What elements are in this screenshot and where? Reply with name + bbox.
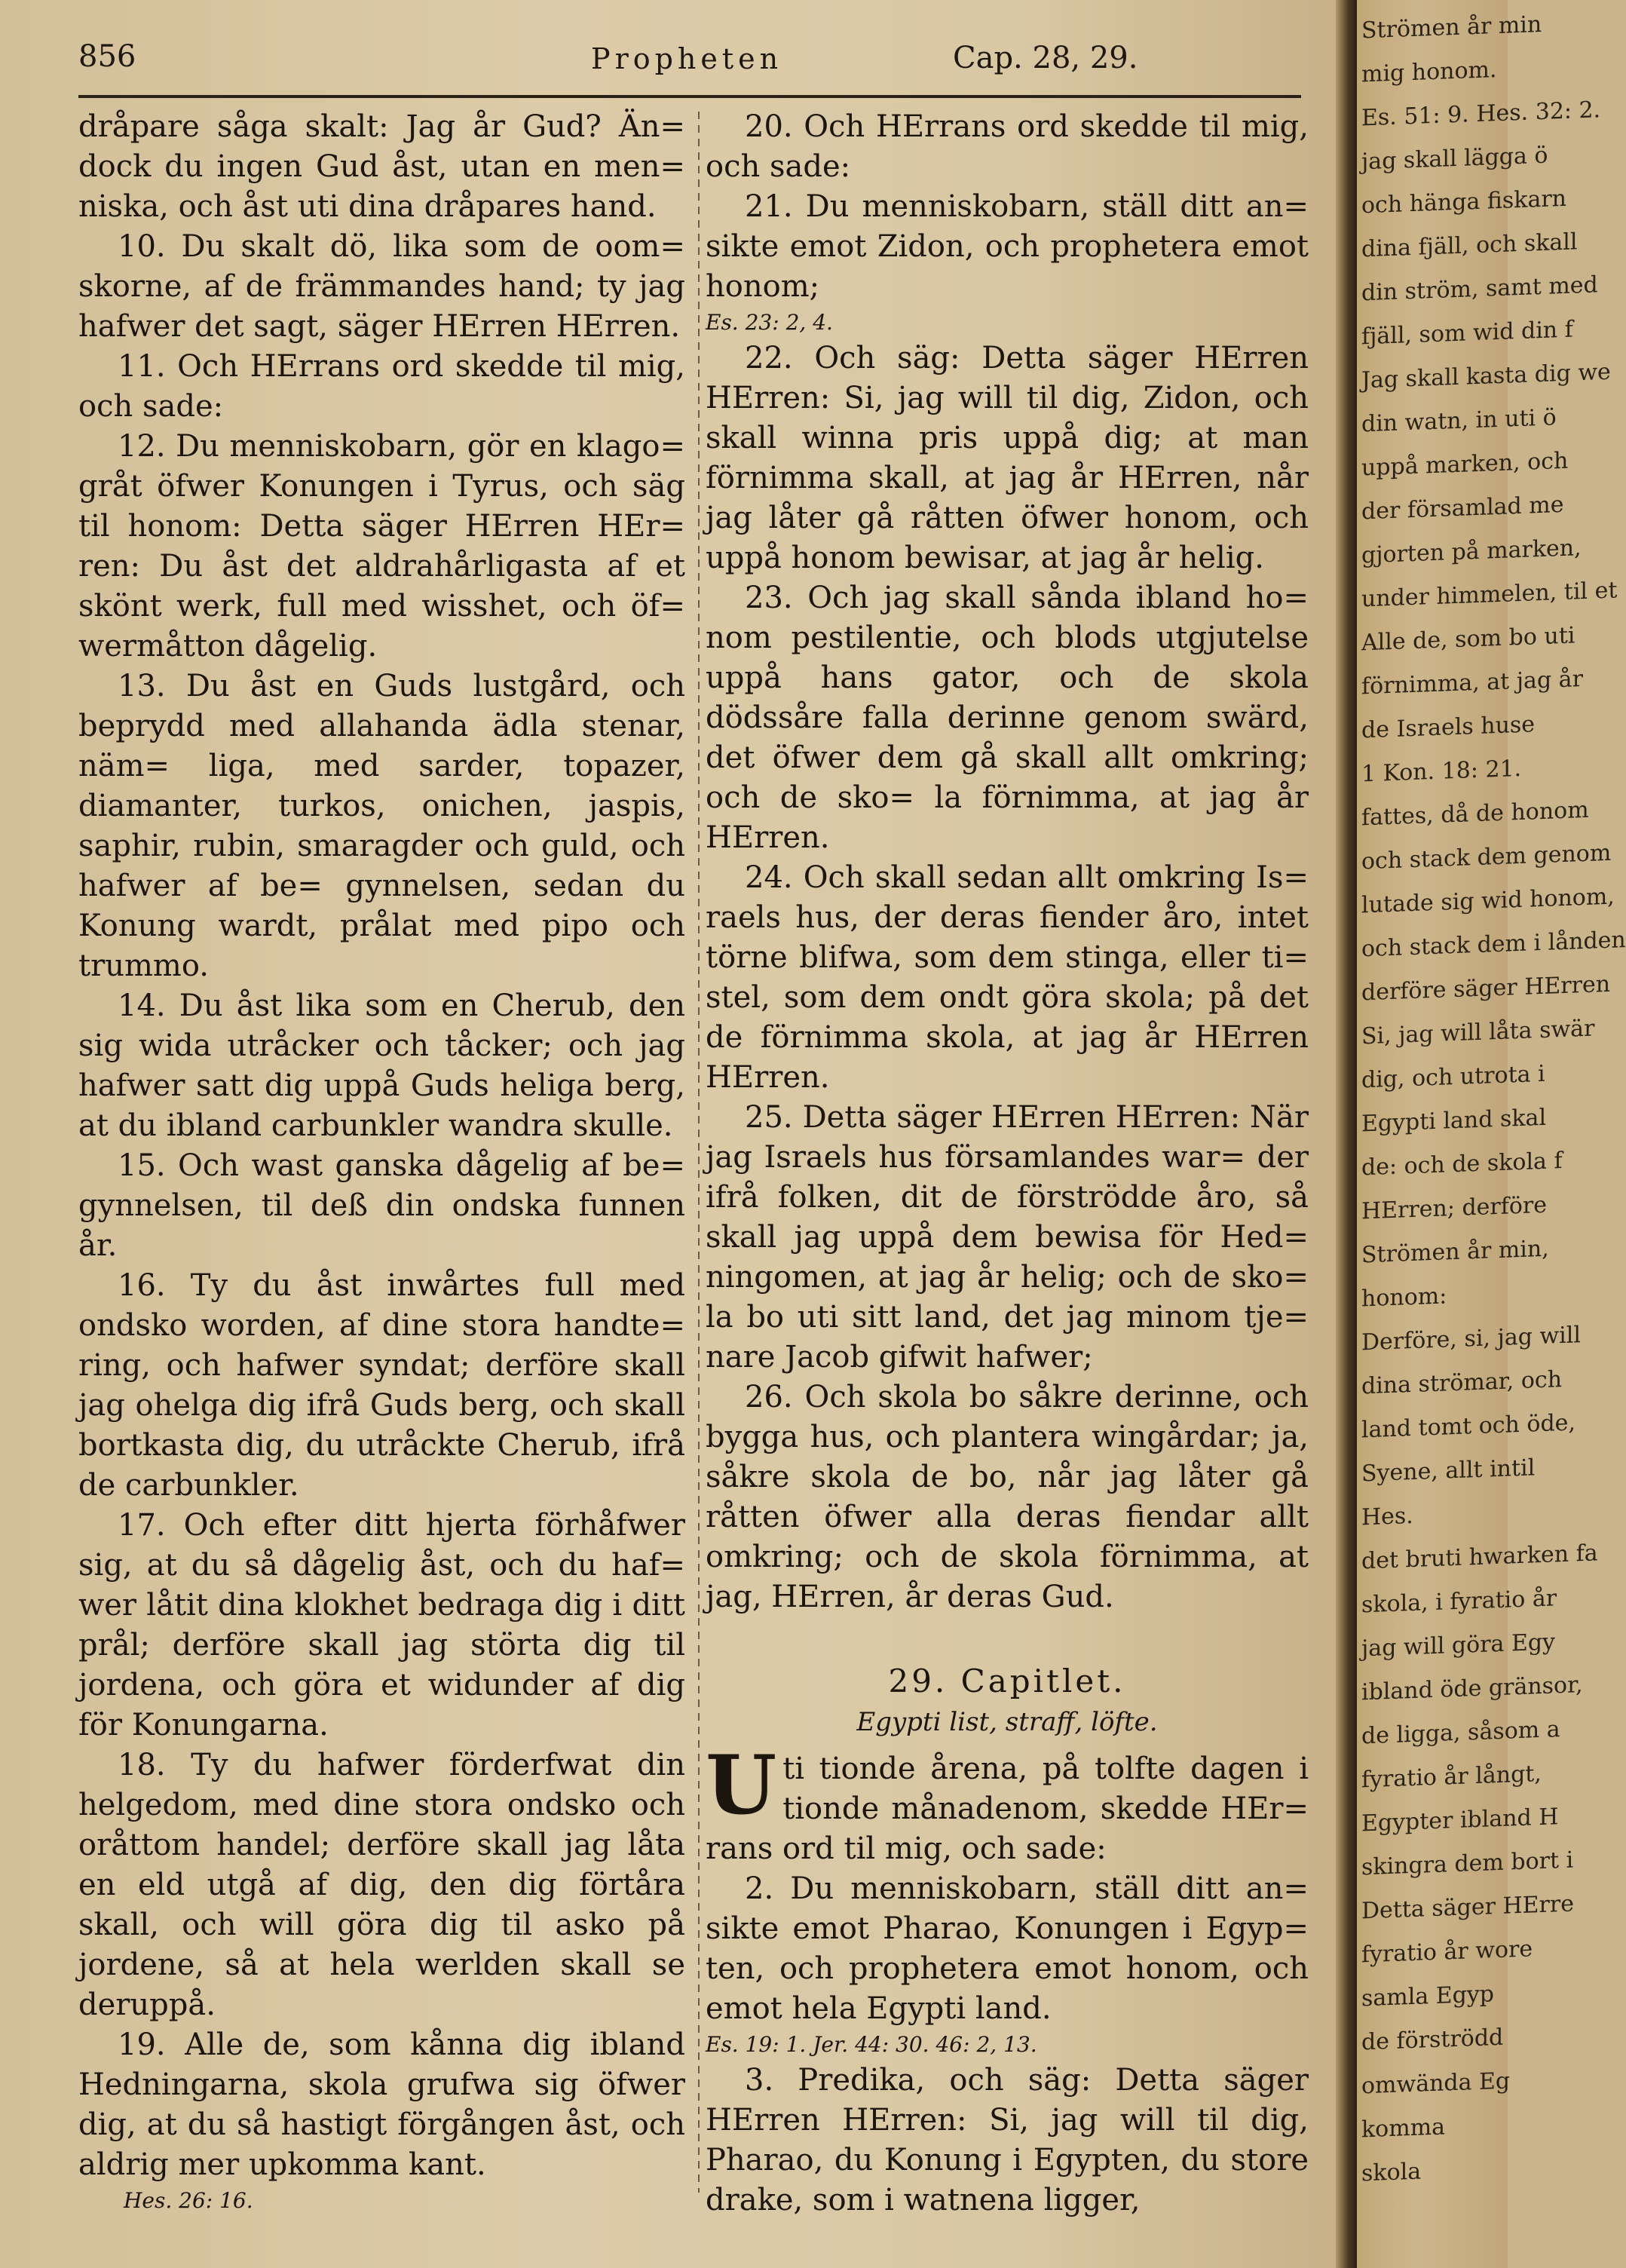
- next-page-line: Detta säger HErre: [1361, 1890, 1574, 1925]
- running-head: Propheten: [591, 42, 783, 75]
- next-page-line: samla Egyp: [1361, 1981, 1495, 2012]
- next-page-line: din watn, in uti ö: [1361, 404, 1557, 438]
- cross-reference: Es. 19: 1. Jer. 44: 30. 46: 2, 13.: [706, 2032, 1037, 2057]
- next-page-line: Si, jag will låta swär: [1361, 1015, 1595, 1050]
- next-page-line: Egypter ibland H: [1361, 1804, 1559, 1837]
- next-page-line: Egypti land skal: [1361, 1104, 1547, 1138]
- verse-paragraph: 26. Och skola bo såkre derinne, och bygga hus, och plantera wingårdar; ja, såkre skola de bo, når jag låter gå råtten öfwer alla deras fiendar allt omkring; och de skola förnimma, at jag, HErren, år deras Gud.: [706, 1380, 1309, 1614]
- next-page-line: mig honom.: [1361, 57, 1497, 88]
- next-page-line: de Israels huse: [1361, 711, 1536, 744]
- verse-paragraph: 11. Och HErrans ord skedde til mig, och sade:: [78, 349, 685, 424]
- column-divider: [698, 112, 700, 2193]
- next-page-line: skola, i fyratio år: [1361, 1585, 1557, 1619]
- cross-reference: Es. 23: 2, 4.: [706, 310, 833, 335]
- next-page-line: jag will göra Egy: [1361, 1629, 1556, 1663]
- right-column: [706, 107, 1309, 2220]
- next-page-line: omwända Eg: [1361, 2067, 1511, 2100]
- verse-paragraph: 22. Och säg: Detta säger HErren HErren: Si, jag will til dig, Zidon, och skall winna pris uppå dig; at man förnimma skall, at jag år HErren, når jag låter gå råtten öfwer honom, och uppå honom bewisar, at jag år helig.: [706, 341, 1309, 575]
- next-page-line: din ström, samt med: [1361, 271, 1598, 307]
- next-page-line: det bruti hwarken fa: [1361, 1540, 1598, 1575]
- verse-paragraph: 20. Och HErrans ord skedde til mig, och sade:: [706, 109, 1309, 184]
- page-number: 856: [78, 39, 136, 74]
- next-page-line: uppå marken, och: [1361, 447, 1569, 482]
- next-page-line: fyratio år långt,: [1361, 1760, 1542, 1794]
- drop-cap: U: [706, 1738, 777, 1833]
- next-page-line: honom:: [1361, 1283, 1447, 1313]
- verse-paragraph: 21. Du menniskobarn, ställ ditt an= sikte emot Zidon, och prophetera emot honom;: [706, 189, 1309, 304]
- verse-paragraph: 2. Du menniskobarn, ställ ditt an= sikte emot Pharao, Konungen i Egyp= ten, och prophetera emot honom, och emot hela Egypti land.: [706, 1871, 1309, 2026]
- next-page-line: Strömen år min: [1361, 11, 1542, 44]
- next-page-line: skola: [1361, 2158, 1422, 2187]
- page-header: [78, 39, 1301, 87]
- next-page-line: der församlad me: [1361, 491, 1564, 526]
- next-page-line: de ligga, såsom a: [1361, 1716, 1560, 1750]
- next-page-edge: [1357, 0, 1626, 2268]
- next-page-line: dig, och utrota i: [1361, 1060, 1545, 1094]
- next-page-line: Jag skall kasta dig we: [1361, 358, 1611, 394]
- next-page-line: fattes, då de honom: [1361, 796, 1589, 832]
- next-page-line: lutade sig wid honom,: [1361, 883, 1615, 919]
- chapter-verses: [706, 1869, 1309, 2220]
- chapter-opening-text: ti tionde årena, på tolfte dagen i tionde månadenom, skedde HEr= rans ord til mig, och sade:: [706, 1752, 1309, 1866]
- next-page-line: förnimma, at jag år: [1361, 666, 1583, 700]
- next-page-line: dina fjäll, och skall: [1361, 228, 1578, 263]
- next-page-line: och stack dem genom: [1361, 839, 1612, 875]
- next-page-line: och stack dem i lånden: [1361, 927, 1626, 963]
- chapter-opening: [706, 1738, 1309, 1869]
- chapter-reference: Cap. 28, 29.: [953, 41, 1138, 75]
- next-page-line: Hes.: [1361, 1502, 1413, 1531]
- verse-paragraph: 10. Du skalt dö, lika som de oom= skorne, af de främmandes hand; ty jag hafwer det sagt, säger HErren HErren.: [78, 229, 685, 344]
- next-page-line: de förströdd: [1361, 2024, 1504, 2056]
- next-page-line: Derföre, si, jag will: [1361, 1322, 1581, 1356]
- verse-paragraph: 14. Du åst lika som en Cherub, den sig wida utråcker och tåcker; och jag hafwer satt dig uppå Guds heliga berg, at du ibland carbunkler wandra skulle.: [78, 988, 685, 1143]
- next-page-line: land tomt och öde,: [1361, 1409, 1575, 1444]
- verse-paragraph: 13. Du åst en Guds lustgård, och beprydd med allahanda ädla stenar, näm= liga, med sarder, topazer, diamanter, turkos, onichen, jaspis, saphir, rubin, smaragder och guld, och hafwer af be= gynnelsen, sedan du Konung wardt, prålat med pipo och trummo.: [78, 669, 685, 983]
- verse-paragraph: 23. Och jag skall sånda ibland ho= nom pestilentie, och blods utgjutelse uppå hans gator, och de skola dödssåre falla derinne genom swärd, det öfwer dem gå skall allt omkring; och de sko= la förnimma, at jag år HErren.: [706, 581, 1309, 855]
- next-page-line: de: och de skola f: [1361, 1148, 1563, 1182]
- next-page-line: jag skall lägga ö: [1361, 142, 1548, 176]
- next-page-line: derföre säger HErren: [1361, 970, 1611, 1007]
- continued-paragraph: dråpare såga skalt: Jag år Gud? Än= dock du ingen Gud åst, utan en men= niska, och åst uti dina dråpares hand.: [78, 109, 685, 224]
- next-page-line: Strömen år min,: [1361, 1235, 1549, 1269]
- next-page-line: gjorten på marken,: [1361, 535, 1582, 569]
- next-page-line: ibland öde gränsor,: [1361, 1672, 1583, 1706]
- verse-paragraph: 19. Alle de, som kånna dig ibland Hedningarna, skola grufwa sig öfwer dig, at du så hastigt förgången åst, och aldrig mer upkomma kant.: [78, 2027, 685, 2182]
- chapter-title: 29. Capitlet.: [888, 1663, 1126, 1699]
- verse-paragraph: 25. Detta säger HErren HErren: När jag Israels hus församlandes war= der ifrå folken, dit de förströdde åro, så skall jag uppå dem bewisa för Hed= ningomen, at jag år helig; och de sko= la bo uti sitt land, det jag minom tje= nare Jacob gifwit hafwer;: [706, 1100, 1309, 1375]
- next-page-line: Alle de, som bo uti: [1361, 622, 1575, 657]
- next-page-line: Es. 51: 9. Hes. 32: 2.: [1361, 97, 1601, 132]
- next-page-line: 1 Kon. 18: 21.: [1361, 755, 1522, 788]
- next-page-line: fyratio år wore: [1361, 1935, 1533, 1969]
- next-page-line: under himmelen, til et: [1361, 577, 1618, 613]
- left-column: [78, 107, 685, 2217]
- verse-paragraph: 3. Predika, och säg: Detta säger HErren HErren: Si, jag will til dig, Pharao, du Konung i Egypten, du store drake, som i watnena ligger,: [706, 2063, 1309, 2217]
- next-page-line: skingra dem bort i: [1361, 1847, 1574, 1881]
- verse-paragraph: 15. Och wast ganska dågelig af be= gynnelsen, til deß din ondska funnen år.: [78, 1148, 685, 1263]
- verse-paragraph: 16. Ty du åst inwårtes full med ondsko worden, af dine stora handte= ring, och hafwer syndat; derföre skall jag ohelga dig ifrå Guds berg, och skall bortkasta dig, du utråckte Cherub, ifrå de carbunkler.: [78, 1268, 685, 1503]
- next-page-line: komma: [1361, 2113, 1446, 2144]
- verse-paragraph: 18. Ty du hafwer förderfwat din helgedom, med dine stora ondsko och oråttom handel; derföre skall jag låta en eld utgå af dig, den dig förtåra skall, och will göra dig til asko på jordene, så at hela werlden skall se deruppå.: [78, 1748, 685, 2022]
- next-page-line: Syene, allt intil: [1361, 1454, 1536, 1488]
- cross-reference: Hes. 26: 16.: [124, 2188, 253, 2213]
- verse-paragraph: 12. Du menniskobarn, gör en klago= gråt öfwer Konungen i Tyrus, och säg til honom: Detta säger HErren HEr= ren: Du åst det aldrahårligasta af et skönt werk, full med wisshet, och öf= wermåtton dågelig.: [78, 429, 685, 664]
- book-gutter: [1336, 0, 1357, 2268]
- verse-paragraph: 24. Och skall sedan allt omkring Is= raels hus, der deras fiender åro, intet törne blifwa, som dem stinga, eller ti= stel, som dem ondt göra skola; på det de förnimma skola, at jag år HErren HErren.: [706, 860, 1309, 1095]
- verse-paragraph: 17. Och efter ditt hjerta förhåfwer sig, at du så dågelig åst, och du haf= wer låtit dina klokhet bedraga dig i ditt prål; derföre skall jag störta dig til jordena, och göra et widunder af dig för Konungarna.: [78, 1508, 685, 1742]
- header-rule: [78, 95, 1301, 98]
- right-column-verses: [706, 107, 1309, 1617]
- next-page-line: dina strömar, och: [1361, 1366, 1563, 1400]
- chapter-summary: Egypti list, straff, löfte.: [856, 1707, 1158, 1737]
- next-page-line: och hänga fiskarn: [1361, 185, 1567, 219]
- next-page-line: fjäll, som wid din f: [1361, 316, 1573, 351]
- next-page-line: HErren; derföre: [1361, 1191, 1548, 1225]
